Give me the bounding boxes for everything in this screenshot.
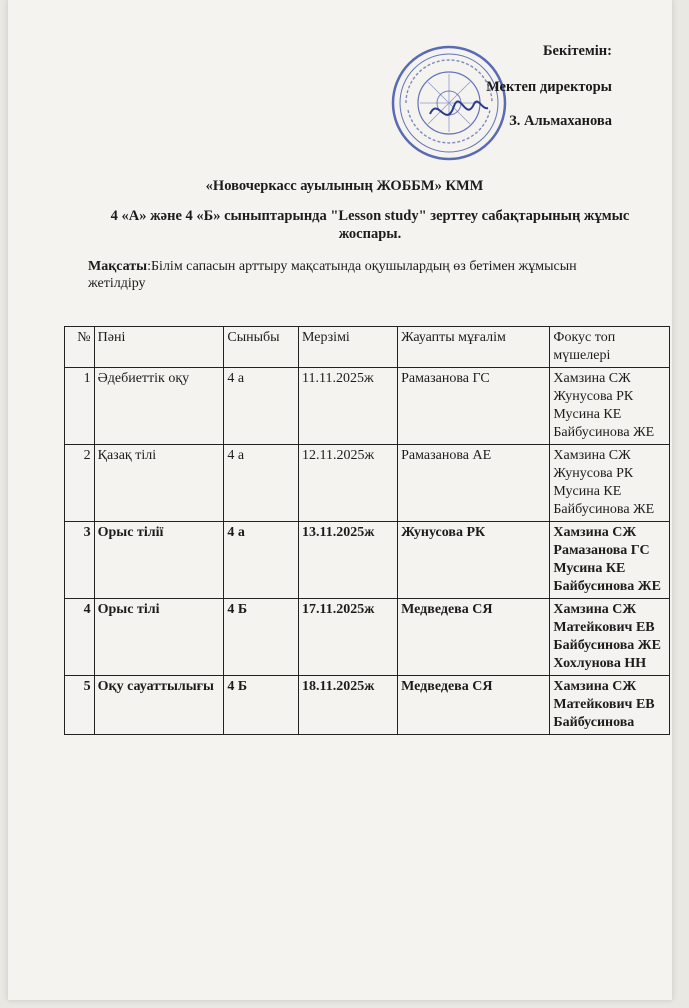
row-subject: Орыс тілії: [94, 522, 224, 599]
goal-label: Мақсаты: [88, 259, 148, 274]
table-row: [65, 676, 670, 735]
member-name: Байбусинова ЖЕ: [553, 502, 655, 517]
member-name: Байбусинова ЖЕ: [553, 425, 655, 440]
table-row: [65, 522, 670, 599]
organization-name: «Новочеркасс ауылының ЖОББМ» КММ: [205, 178, 484, 194]
row-num: 1: [65, 368, 95, 445]
member-name: Мусина КЕ: [553, 561, 626, 576]
member-name: Матейкович ЕВ: [553, 620, 655, 635]
document-title: 4 «А» және 4 «Б» сыныптарында "Lesson study" зерттеу сабақтарының жұмыс жоспары.: [110, 208, 630, 242]
member-name: Байбусинова ЖЕ: [553, 579, 661, 594]
header-teacher: Жауапты мұғалім: [398, 327, 550, 368]
row-date: 13.11.2025ж: [299, 522, 398, 599]
row-subject: Қазақ тілі: [94, 445, 224, 522]
approval-position: Мектеп директоры: [486, 79, 612, 95]
row-date: 12.11.2025ж: [299, 445, 398, 522]
header-grade: Сыныбы: [224, 327, 299, 368]
row-subject: Орыс тілі: [94, 599, 224, 676]
row-teacher: Рамазанова АЕ: [398, 445, 550, 522]
row-date: 11.11.2025ж: [299, 368, 398, 445]
header-subject: Пәні: [94, 327, 224, 368]
row-num: 4: [65, 599, 95, 676]
table-header-row: [65, 327, 670, 368]
goal-text: :Білім сапасын арттыру мақсатында оқушылардың өз бетімен жұмысын жетілдіру: [88, 259, 577, 291]
member-name: Мусина КЕ: [553, 484, 622, 499]
row-num: 2: [65, 445, 95, 522]
goal-paragraph: [88, 258, 628, 292]
header-date: Мерзімі: [299, 327, 398, 368]
row-grade: 4 Б: [224, 599, 299, 676]
member-name: Хохлунова НН: [553, 656, 647, 671]
row-date: 18.11.2025ж: [299, 676, 398, 735]
row-members: [550, 676, 670, 735]
member-name: Матейкович ЕВ: [553, 697, 655, 712]
member-name: Хамзина СЖ: [553, 525, 637, 540]
row-grade: 4 а: [224, 368, 299, 445]
member-name: Хамзина СЖ: [553, 679, 637, 694]
row-teacher: Рамазанова ГС: [398, 368, 550, 445]
table-row: [65, 599, 670, 676]
member-name: Мусина КЕ: [553, 407, 622, 422]
row-members: [550, 445, 670, 522]
header-num: №: [65, 327, 95, 368]
table-row: [65, 368, 670, 445]
row-grade: 4 а: [224, 445, 299, 522]
row-members: [550, 368, 670, 445]
row-grade: 4 Б: [224, 676, 299, 735]
approval-signatory: З. Альмаханова: [509, 113, 612, 129]
member-name: Жунусова РК: [553, 389, 634, 404]
member-name: Байбусинова ЖЕ: [553, 638, 661, 653]
row-members: [550, 522, 670, 599]
row-subject: Оқу сауаттылығы: [94, 676, 224, 735]
row-teacher: Жунусова РК: [398, 522, 550, 599]
row-num: 5: [65, 676, 95, 735]
member-name: Жунусова РК: [553, 466, 634, 481]
lesson-plan-table: [64, 326, 670, 735]
header-members: Фокус топ мүшелері: [550, 327, 670, 368]
member-name: Хамзина СЖ: [553, 448, 631, 463]
row-subject: Әдебиеттік оқу: [94, 368, 224, 445]
official-stamp-seal: [390, 44, 508, 162]
row-teacher: Медведева СЯ: [398, 599, 550, 676]
row-date: 17.11.2025ж: [299, 599, 398, 676]
row-teacher: Медведева СЯ: [398, 676, 550, 735]
member-name: Рамазанова ГС: [553, 543, 650, 558]
member-name: Байбусинова: [553, 715, 635, 730]
member-name: Хамзина СЖ: [553, 602, 637, 617]
table-row: [65, 445, 670, 522]
member-name: Хамзина СЖ: [553, 371, 631, 386]
approval-label: Бекітемін:: [542, 43, 612, 59]
row-num: 3: [65, 522, 95, 599]
row-members: [550, 599, 670, 676]
row-grade: 4 а: [224, 522, 299, 599]
